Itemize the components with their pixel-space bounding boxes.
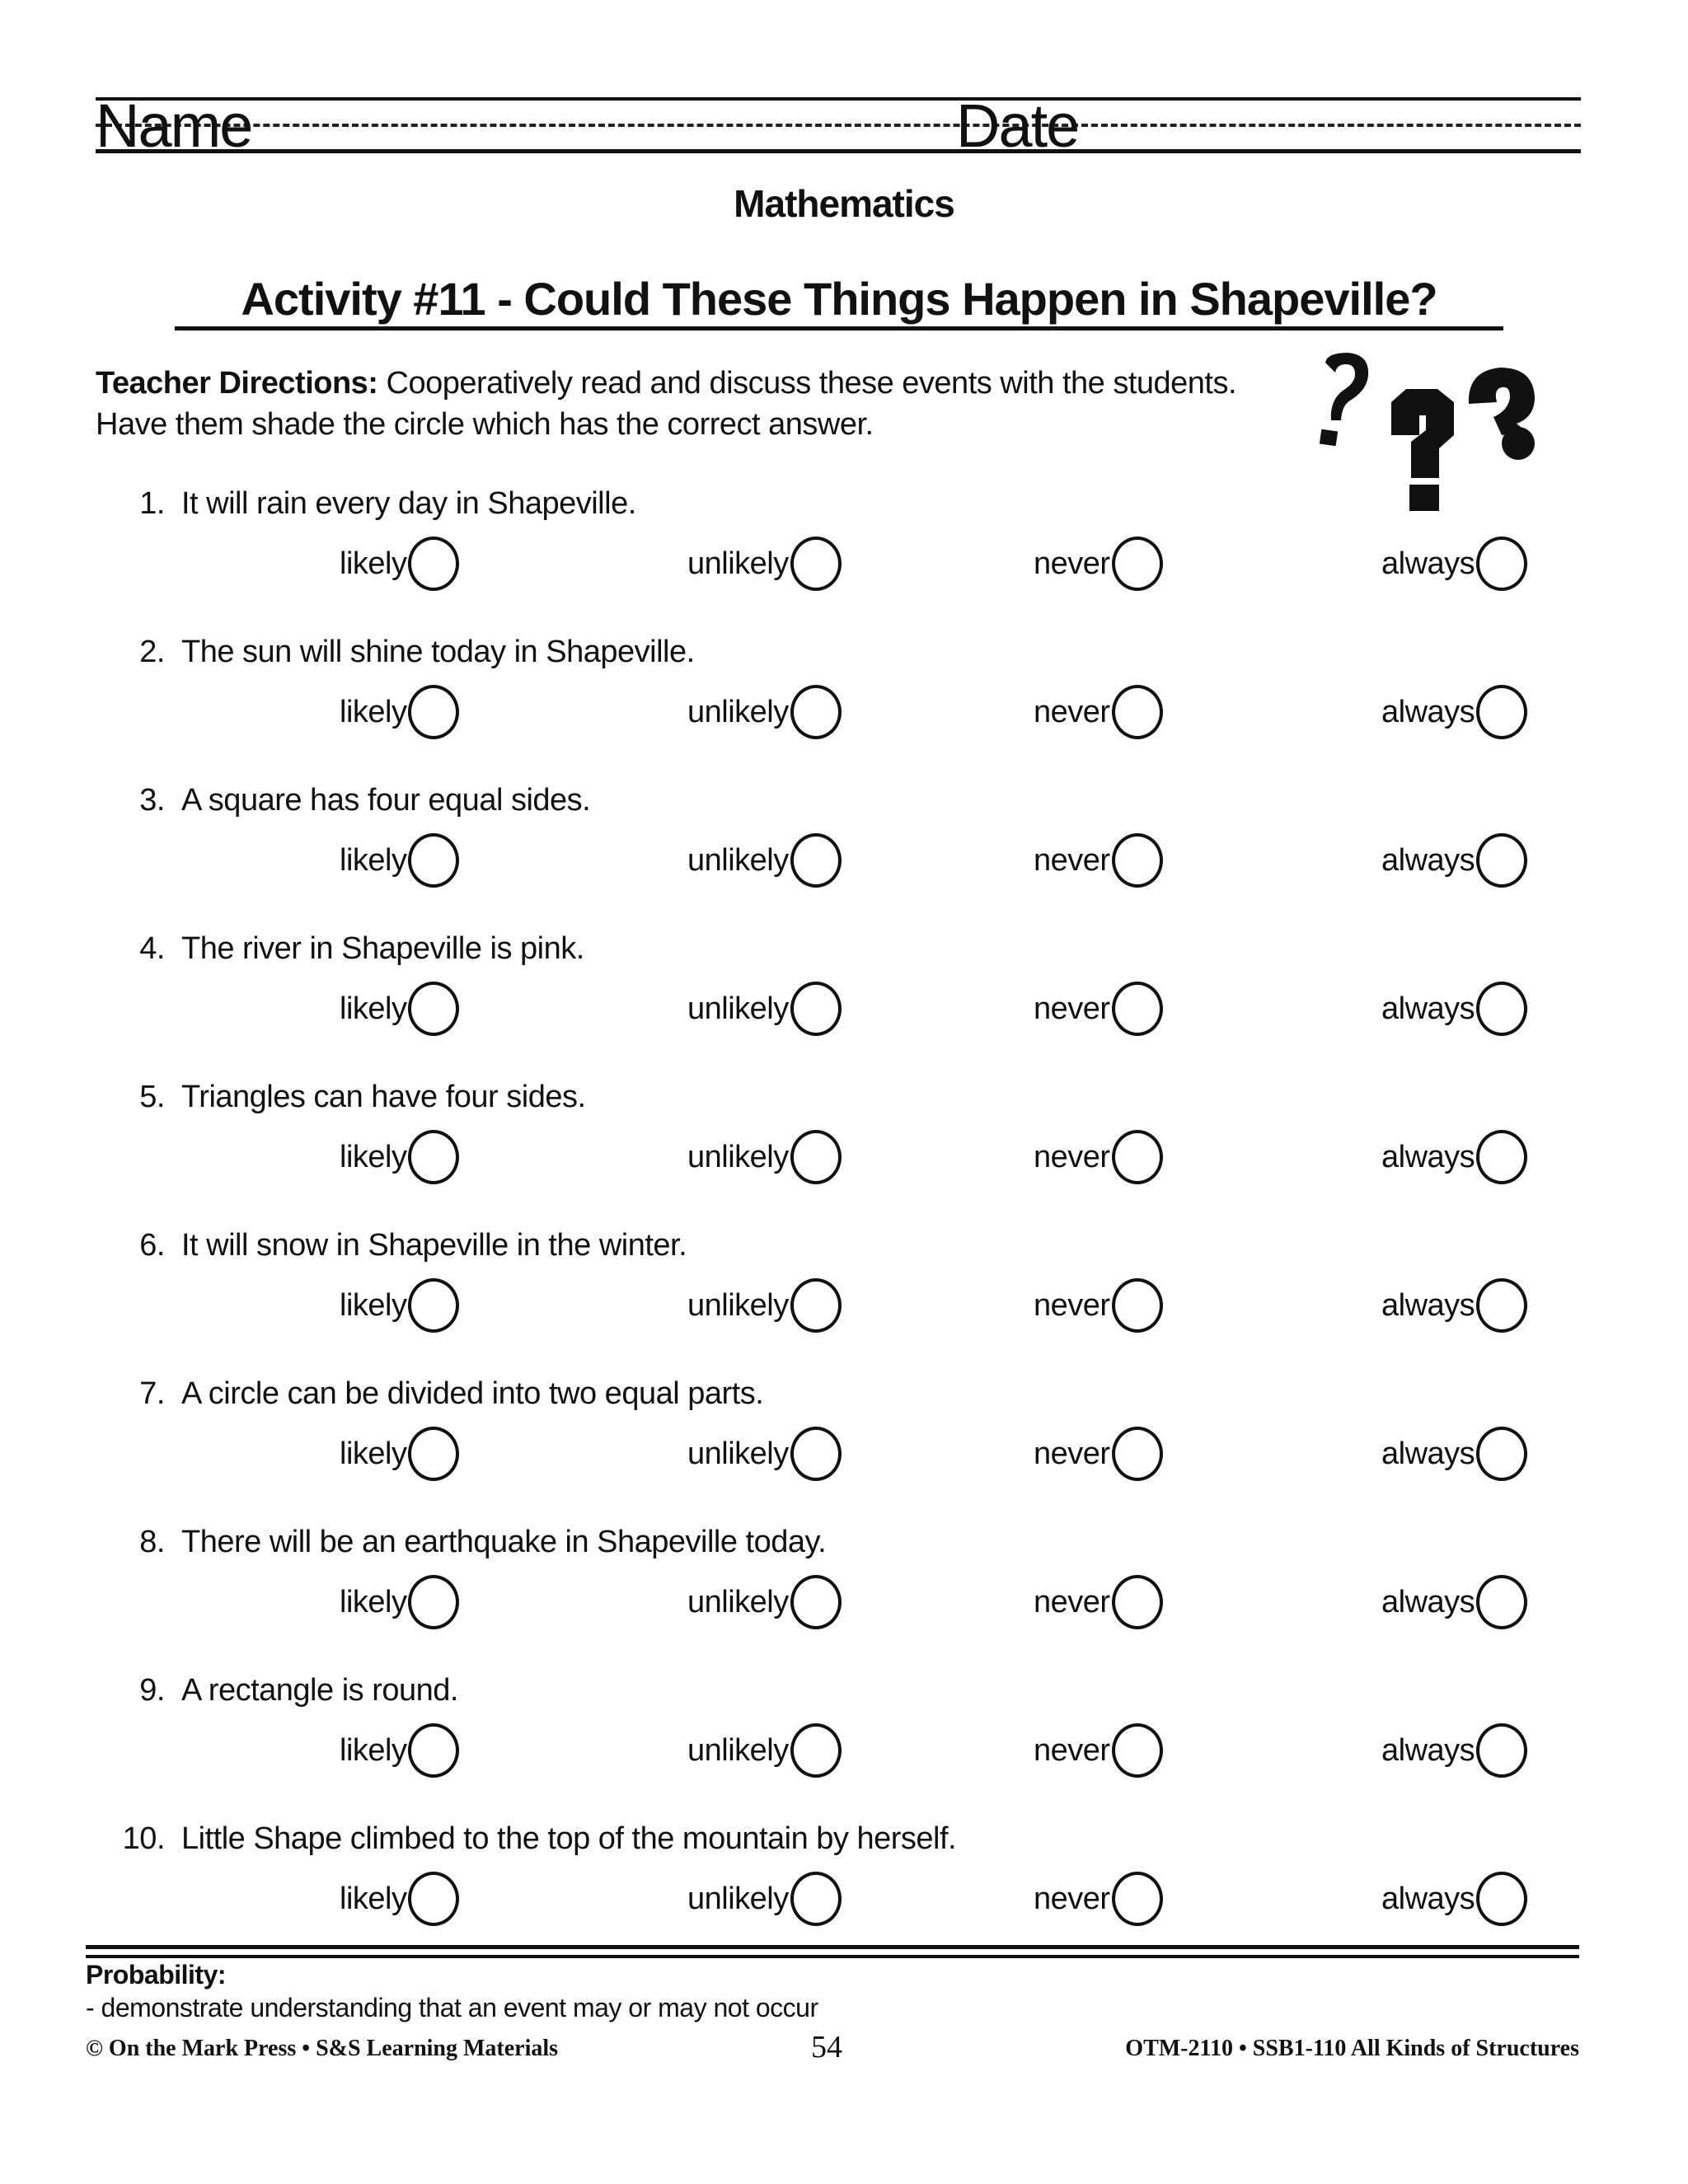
option-label: never (1034, 1436, 1110, 1471)
name-field[interactable] (260, 102, 940, 150)
option-unlikely[interactable] (687, 1424, 842, 1483)
option-always[interactable] (1381, 534, 1527, 593)
option-label: never (1034, 1882, 1110, 1916)
answer-bubble[interactable] (1112, 982, 1163, 1036)
option-never[interactable] (1034, 1276, 1163, 1335)
option-likely[interactable] (340, 1424, 459, 1483)
option-label: unlikely (687, 1882, 789, 1916)
option-always[interactable] (1381, 1276, 1527, 1335)
question-8 (0, 1523, 1688, 1671)
option-likely[interactable] (340, 1127, 459, 1187)
teacher-directions (96, 363, 1250, 445)
question-1 (0, 485, 1688, 633)
question-number: 1. (139, 486, 165, 521)
option-never[interactable] (1034, 831, 1163, 890)
option-always[interactable] (1381, 1572, 1527, 1632)
option-label: likely (340, 843, 407, 878)
option-likely[interactable] (340, 1869, 459, 1929)
question-number: 7. (139, 1376, 165, 1411)
answer-bubble[interactable] (1112, 1427, 1163, 1481)
question-statement: There will be an earthquake in Shapeville today. (181, 1525, 827, 1559)
option-never[interactable] (1034, 1127, 1163, 1187)
option-label: likely (340, 1585, 407, 1619)
option-never[interactable] (1034, 534, 1163, 593)
question-6 (0, 1226, 1688, 1375)
question-number: 3. (139, 783, 165, 818)
option-label: unlikely (687, 1288, 789, 1323)
answer-bubble[interactable] (1476, 1427, 1527, 1481)
answer-bubble[interactable] (1112, 833, 1163, 888)
option-label: likely (340, 1436, 407, 1471)
question-text (107, 781, 590, 819)
answer-bubble[interactable] (1476, 685, 1527, 739)
option-label: likely (340, 1733, 407, 1768)
option-unlikely[interactable] (687, 1127, 842, 1187)
option-label: never (1034, 1733, 1110, 1768)
question-statement: The sun will shine today in Shapeville. (181, 635, 695, 669)
question-number: 9. (139, 1673, 165, 1708)
option-likely[interactable] (340, 682, 459, 742)
question-statement: It will rain every day in Shapeville. (181, 486, 636, 521)
answer-bubble[interactable] (790, 1723, 842, 1778)
option-never[interactable] (1034, 1721, 1163, 1780)
option-label: never (1034, 843, 1110, 878)
question-statement: Triangles can have four sides. (181, 1080, 586, 1114)
option-label: likely (340, 1140, 407, 1174)
question-5 (0, 1078, 1688, 1226)
question-number: 2. (139, 635, 165, 669)
option-never[interactable] (1034, 1424, 1163, 1483)
option-never[interactable] (1034, 1572, 1163, 1632)
answer-bubble[interactable] (1112, 537, 1163, 591)
option-unlikely[interactable] (687, 1276, 842, 1335)
question-text (107, 1671, 458, 1709)
option-likely[interactable] (340, 534, 459, 593)
answer-bubble[interactable] (408, 982, 459, 1036)
option-never[interactable] (1034, 682, 1163, 742)
option-label: always (1381, 1585, 1475, 1619)
option-likely[interactable] (340, 979, 459, 1038)
option-label: likely (340, 991, 407, 1026)
option-likely[interactable] (340, 1572, 459, 1632)
option-label: always (1381, 1882, 1475, 1916)
question-text (107, 633, 695, 671)
answer-bubble[interactable] (1476, 1575, 1527, 1629)
answer-bubble[interactable] (790, 1278, 842, 1333)
option-label: unlikely (687, 546, 789, 581)
question-2 (0, 633, 1688, 781)
question-text (107, 1523, 826, 1561)
question-text (107, 1226, 687, 1264)
answer-bubble[interactable] (1112, 1872, 1163, 1926)
question-9 (0, 1671, 1688, 1820)
option-label: never (1034, 1140, 1110, 1174)
question-text (107, 1375, 763, 1413)
answer-bubble[interactable] (408, 833, 459, 888)
answer-bubble[interactable] (790, 1872, 842, 1926)
question-number: 4. (139, 931, 165, 966)
question-statement: Little Shape climbed to the top of the mountain by herself. (181, 1821, 957, 1856)
question-3 (0, 781, 1688, 930)
date-label: Date (956, 91, 1079, 160)
question-7 (0, 1375, 1688, 1523)
question-number: 6. (139, 1228, 165, 1263)
subject-heading: Mathematics (734, 182, 954, 225)
question-statement: The river in Shapeville is pink. (181, 931, 584, 966)
name-date-band (96, 91, 1581, 160)
top-writing-line (96, 97, 1581, 101)
option-label: always (1381, 843, 1475, 878)
option-always[interactable] (1381, 1869, 1527, 1929)
option-label: unlikely (687, 695, 789, 729)
answer-bubble[interactable] (408, 685, 459, 739)
footer-divider-top (86, 1945, 1579, 1949)
option-never[interactable] (1034, 979, 1163, 1038)
answer-bubble[interactable] (408, 537, 459, 591)
question-text (107, 1078, 586, 1116)
option-unlikely[interactable] (687, 1721, 842, 1780)
option-label: never (1034, 695, 1110, 729)
answer-bubble[interactable] (790, 982, 842, 1036)
option-unlikely[interactable] (687, 979, 842, 1038)
question-statement: A rectangle is round. (181, 1673, 458, 1708)
option-label: always (1381, 1140, 1475, 1174)
option-always[interactable] (1381, 831, 1527, 890)
activity-title: Activity #11 - Could These Things Happen in Shapeville? (241, 273, 1437, 325)
footer-divider-bottom (86, 1955, 1579, 1958)
option-unlikely[interactable] (687, 534, 842, 593)
answer-bubble[interactable] (408, 1278, 459, 1333)
question-4 (0, 930, 1688, 1078)
answer-bubble[interactable] (1112, 1130, 1163, 1184)
option-unlikely[interactable] (687, 831, 842, 890)
title-underline (175, 326, 1503, 330)
answer-bubble[interactable] (1112, 685, 1163, 739)
answer-bubble[interactable] (408, 1575, 459, 1629)
option-label: unlikely (687, 991, 789, 1026)
option-likely[interactable] (340, 1721, 459, 1780)
answer-bubble[interactable] (790, 1427, 842, 1481)
question-text (107, 1820, 956, 1858)
option-likely[interactable] (340, 1276, 459, 1335)
question-number: 5. (139, 1080, 165, 1114)
answer-bubble[interactable] (1476, 833, 1527, 888)
question-statement: A square has four equal sides. (181, 783, 591, 818)
answer-bubble[interactable] (1476, 1130, 1527, 1184)
option-label: always (1381, 695, 1475, 729)
answer-bubble[interactable] (790, 537, 842, 591)
answer-bubble[interactable] (790, 1130, 842, 1184)
skill-heading: Probability: (86, 1960, 227, 1990)
option-label: likely (340, 695, 407, 729)
answer-bubble[interactable] (790, 833, 842, 888)
answer-bubble[interactable] (790, 1575, 842, 1629)
option-unlikely[interactable] (687, 682, 842, 742)
question-statement: It will snow in Shapeville in the winter. (181, 1228, 687, 1263)
answer-bubble[interactable] (1112, 1278, 1163, 1333)
option-always[interactable] (1381, 1424, 1527, 1483)
name-label: Name (96, 91, 252, 160)
option-always[interactable] (1381, 979, 1527, 1038)
question-number: 8. (139, 1525, 165, 1559)
option-always[interactable] (1381, 1127, 1527, 1187)
option-label: unlikely (687, 843, 789, 878)
answer-bubble[interactable] (408, 1130, 459, 1184)
answer-bubble[interactable] (1476, 1723, 1527, 1778)
option-label: never (1034, 546, 1110, 581)
option-label: always (1381, 546, 1475, 581)
question-number: 10. (122, 1821, 165, 1856)
option-label: always (1381, 1733, 1475, 1768)
option-label: always (1381, 1288, 1475, 1323)
publisher-credit: © On the Mark Press • S&S Learning Materials (86, 2036, 559, 2061)
option-label: likely (340, 1288, 407, 1323)
page-number: 54 (811, 2030, 842, 2064)
option-label: unlikely (687, 1733, 789, 1768)
directions-text: Cooperatively read and discuss these events with the students. Have them shade the circle which has the correct answer. (96, 366, 1237, 442)
option-label: unlikely (687, 1585, 789, 1619)
option-label: likely (340, 546, 407, 581)
page-footer (86, 2032, 1579, 2065)
question-statement: A circle can be divided into two equal parts. (181, 1376, 764, 1411)
answer-bubble[interactable] (1112, 1723, 1163, 1778)
option-label: always (1381, 991, 1475, 1026)
option-unlikely[interactable] (687, 1869, 842, 1929)
option-likely[interactable] (340, 831, 459, 890)
option-label: never (1034, 1288, 1110, 1323)
question-text (107, 930, 584, 968)
option-always[interactable] (1381, 1721, 1527, 1780)
answer-bubble[interactable] (790, 685, 842, 739)
option-label: never (1034, 991, 1110, 1026)
answer-bubble[interactable] (408, 1723, 459, 1778)
option-always[interactable] (1381, 682, 1527, 742)
product-code: OTM-2110 • SSB1-110 All Kinds of Structures (1125, 2036, 1579, 2061)
option-label: never (1034, 1585, 1110, 1619)
question-text (107, 485, 636, 523)
option-label: likely (340, 1882, 407, 1916)
answer-bubble[interactable] (1112, 1575, 1163, 1629)
option-label: unlikely (687, 1140, 789, 1174)
answer-bubble[interactable] (408, 1872, 459, 1926)
answer-bubble[interactable] (1476, 1278, 1527, 1333)
answer-bubble[interactable] (1476, 537, 1527, 591)
answer-bubble[interactable] (1476, 982, 1527, 1036)
date-field[interactable] (1101, 102, 1582, 150)
answer-bubble[interactable] (1476, 1872, 1527, 1926)
option-label: unlikely (687, 1436, 789, 1471)
option-unlikely[interactable] (687, 1572, 842, 1632)
option-label: always (1381, 1436, 1475, 1471)
directions-label: Teacher Directions: (96, 366, 378, 401)
skill-description: - demonstrate understanding that an event may or may not occur (86, 1993, 818, 2022)
answer-bubble[interactable] (408, 1427, 459, 1481)
option-never[interactable] (1034, 1869, 1163, 1929)
